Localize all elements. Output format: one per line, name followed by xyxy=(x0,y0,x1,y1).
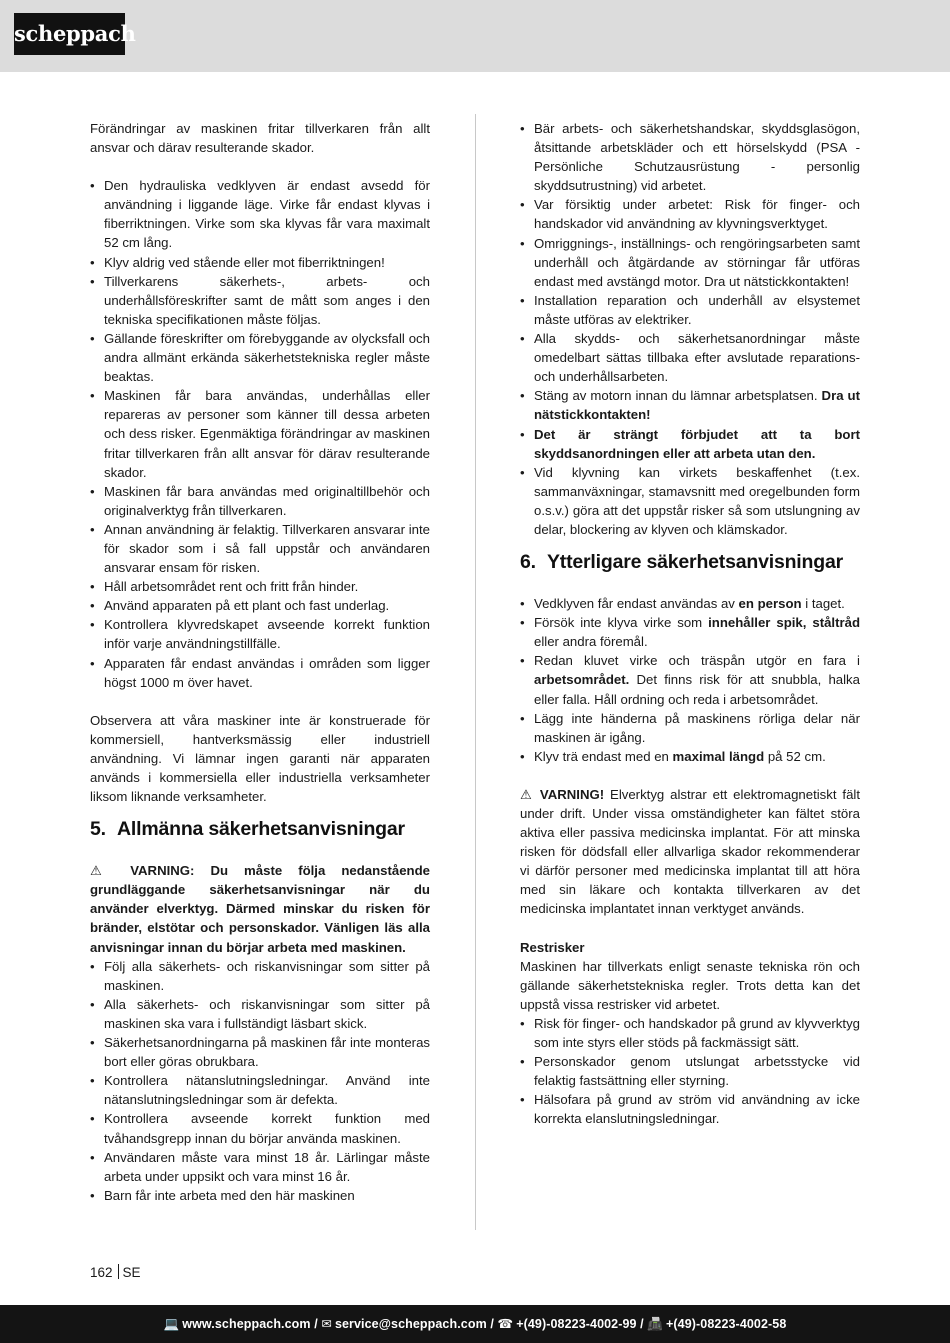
list-item xyxy=(520,425,860,463)
section-6-number: 6. xyxy=(520,551,536,574)
text-part: Klyv trä endast med en xyxy=(534,748,673,764)
text-bold: innehåller spik, ståltråd xyxy=(708,615,861,631)
intro-paragraph: Förändringar av maskinen fritar tillverkaren från allt ansvar och därav resulterande skador. xyxy=(90,121,430,156)
section-6-heading xyxy=(520,549,860,575)
list-item: • Tillverkarens säkerhets-, arbets- och underhållsföreskrifter samt de mått som anges i den tekniska specifikationen måste följas. xyxy=(90,272,430,329)
section-5-title: Allmänna säkerhetsanvisningar xyxy=(117,818,405,841)
mail-icon: ✉ xyxy=(321,1317,332,1331)
page-header xyxy=(0,0,950,72)
machine-rules-list xyxy=(90,176,430,692)
list-item: • Lägg inte händerna på maskinens rörliga delar när maskinen är igång. xyxy=(520,709,860,747)
general-warning-text: VARNING: Du måste följa nedanstående grundläggande säkerhetsanvisningar när du använder elverktyg. Därmed minskar du risken för bränder, elstötar och personskador. Vänligen läs alla anvisningar innan du börjar arbeta med maskinen. xyxy=(90,863,430,955)
list-item: • Hälsofara på grund av ström vid användning av icke korrekta elanslutningsledningar. xyxy=(520,1090,860,1128)
section-5-number: 5. xyxy=(90,818,106,841)
list-item xyxy=(520,594,860,613)
list-item: • Använd apparaten på ett plant och fast underlag. xyxy=(90,596,430,615)
text-part: Försök inte klyva virke som xyxy=(534,615,709,631)
list-item: • Vid klyvning kan virkets beskaffenhet (t.ex. sammanväxningar, stamavsnitt med oregelbunden form o.s.v.) göra att det uppstår risker så som utslungning av delar, blockering av klyven och klämskador. xyxy=(520,463,860,539)
list-item: • Gällande föreskrifter om förebyggande av olycksfall och andra allmänt erkända säkerhetstekniska regler måste beaktas. xyxy=(90,329,430,386)
list-item: • Apparaten får endast användas i områden som ligger högst 1000 m över havet. xyxy=(90,654,430,692)
section-5-heading xyxy=(90,816,430,842)
list-item: • Risk för finger- och handskador på grund av klyvverktyg som inte styrs eller stöds på fackmässigt sätt. xyxy=(520,1014,860,1052)
residual-risks-heading: Restrisker xyxy=(520,939,585,955)
page-footer xyxy=(0,1305,950,1343)
forbidden-text: Det är strängt förbjudet att ta bort skyddsanordningen eller att arbeta utan den. xyxy=(534,426,860,461)
page-language: SE xyxy=(122,1265,141,1280)
list-item xyxy=(520,386,860,424)
residual-risks-list xyxy=(520,1014,860,1129)
commercial-use-paragraph: Observera att våra maskiner inte är konstruerade för kommersiell, hantverksmässig eller industriell användning. Vi lämnar ingen garanti när apparaten används i kommersiella eller industriella verksamheter liksom liknande verksamheter. xyxy=(90,712,430,805)
computer-icon: 💻 xyxy=(163,1317,180,1331)
phone-icon: ☎ xyxy=(497,1317,514,1331)
list-item: • Alla skydds- och säkerhetsanordningar måste omedelbart sättas tillbaka efter avslutade reparations- och underhållsarbeten. xyxy=(520,329,860,386)
text-part: eller andra föremål. xyxy=(534,634,648,650)
list-item: • Alla säkerhets- och riskanvisningar som sitter på maskinen ska vara i fullständigt läsbart skick. xyxy=(90,995,430,1033)
list-item: • Installation reparation och underhåll av elsystemet måste utföras av elektriker. xyxy=(520,291,860,329)
list-item xyxy=(520,613,860,651)
list-item xyxy=(520,747,860,766)
text-bold: en person xyxy=(738,596,802,612)
list-item: • Den hydrauliska vedklyven är endast avsedd för användning i liggande läge. Virke får endast klyvas i fiberriktningen. Virke som ska klyvas får vara maximalt 52 cm lång. xyxy=(90,176,430,252)
general-safety-list xyxy=(90,957,430,1205)
text-part: Redan kluvet virke och träspån utgör en fara i xyxy=(534,653,860,669)
page-number-divider xyxy=(118,1264,119,1279)
footer-phone[interactable]: +(49)-08223-4002-99 / xyxy=(516,1317,644,1331)
text-part: Vedklyven får endast användas av xyxy=(534,596,739,612)
footer-email-link[interactable]: service@scheppach.com / xyxy=(334,1317,494,1331)
text-bold: maximal längd xyxy=(672,748,765,764)
list-item: • Omriggnings-, inställnings- och rengöringsarbeten samt underhåll och åtgärdande av störningar får utföras endast med avstängd motor. Dra ut nätstickkontakten! xyxy=(520,234,860,291)
warning-triangle-icon: ⚠ xyxy=(90,863,115,879)
text-part: Det finns risk för att snubbla, halka eller falla. Håll ordning och reda i arbetsområdet. xyxy=(534,672,860,707)
right-column xyxy=(520,119,860,1129)
list-item: • Kontrollera nätanslutningsledningar. Använd inte nätanslutningsledningar som är defekta. xyxy=(90,1071,430,1109)
page-number xyxy=(90,1264,141,1280)
list-item: • Kontrollera klyvredskapet avseende korrekt funktion inför varje användningstillfälle. xyxy=(90,615,430,653)
emf-warning-text: Elverktyg alstrar ett elektromagnetiskt fält under drift. Under vissa omständigheter kan fältet störa aktiva eller passiva medicinska implantat. För att minska risken för dödsfall eller allvarliga skador rekommenderar vi därför personer med medicinska implantat till att höra med sin läkare och kontakta tillverkaren av det medicinska implantatet innan verktyget används. xyxy=(520,786,860,917)
list-item: • Följ alla säkerhets- och riskanvisningar som sitter på maskinen. xyxy=(90,957,430,995)
warning-triangle-icon: ⚠ xyxy=(520,786,535,802)
general-warning xyxy=(90,861,430,956)
list-item xyxy=(520,651,860,708)
stop-motor-text: Stäng av motorn innan du lämnar arbetsplatsen. xyxy=(534,388,818,404)
list-item: • Annan användning är felaktig. Tillverkaren ansvarar inte för skador som i så fall uppstår och användaren ansvarar ensam för risken. xyxy=(90,520,430,577)
footer-fax: +(49)-08223-4002-58 xyxy=(666,1317,787,1331)
list-item: • Användaren måste vara minst 18 år. Lärlingar måste arbeta under uppsikt och vara minst 16 år. xyxy=(90,1148,430,1186)
list-item: • Barn får inte arbeta med den här maskinen xyxy=(90,1186,430,1205)
text-bold: arbetsområdet. xyxy=(534,672,630,688)
additional-safety-list xyxy=(520,594,860,766)
list-item: • Maskinen får bara användas med originaltillbehör och originalverktyg från tillverkaren. xyxy=(90,482,430,520)
text-part: på 52 cm. xyxy=(764,748,826,764)
footer-website-link[interactable]: www.scheppach.com / xyxy=(182,1317,318,1331)
scheppach-logo[interactable]: scheppach xyxy=(14,13,125,55)
list-item: • Klyv aldrig ved stående eller mot fiberriktningen! xyxy=(90,253,430,272)
fax-icon: 📠 xyxy=(647,1317,663,1331)
emf-warning-label: VARNING! xyxy=(539,786,605,802)
page-number-value: 162 xyxy=(90,1265,113,1280)
column-divider xyxy=(475,114,476,1230)
left-column xyxy=(90,119,430,1205)
unplug-text: Dra ut nätstickkontakten! xyxy=(534,388,860,423)
emf-warning xyxy=(520,785,860,919)
protective-measures-list xyxy=(520,119,860,539)
list-item: • Kontrollera avseende korrekt funktion med tvåhandsgrepp innan du börjar använda maskinen. xyxy=(90,1109,430,1147)
list-item: • Håll arbetsområdet rent och fritt från hinder. xyxy=(90,577,430,596)
list-item: • Bär arbets- och säkerhetshandskar, skyddsglasögon, åtsittande arbetskläder och ett hörselskydd (PSA - Persönliche Schutzausrüstung - personlig skyddsutrustning) vid arbetet. xyxy=(520,119,860,195)
section-6-title: Ytterligare säkerhetsanvisningar xyxy=(547,551,843,574)
list-item: • Var försiktig under arbetet: Risk för finger- och handskador vid användning av klyvningsverktyget. xyxy=(520,195,860,233)
residual-risks-intro: Maskinen har tillverkats enligt senaste tekniska rön och gällande säkerhetstekniska regler. Trots detta kan det uppstå vissa restrisker vid arbetet. xyxy=(520,958,860,1012)
text-part: i taget. xyxy=(801,596,845,612)
list-item: • Säkerhetsanordningarna på maskinen får inte monteras bort eller göras obrukbara. xyxy=(90,1033,430,1071)
list-item: • Maskinen får bara användas, underhållas eller repareras av personer som känner till dessa arbeten och dess risker. Egenmäktiga förändringar av maskinen fritar tillverkaren från allt ansvar för därav resulterande skador. xyxy=(90,386,430,481)
list-item: • Personskador genom utslungat arbetsstycke vid felaktig fastsättning eller styrning. xyxy=(520,1052,860,1090)
